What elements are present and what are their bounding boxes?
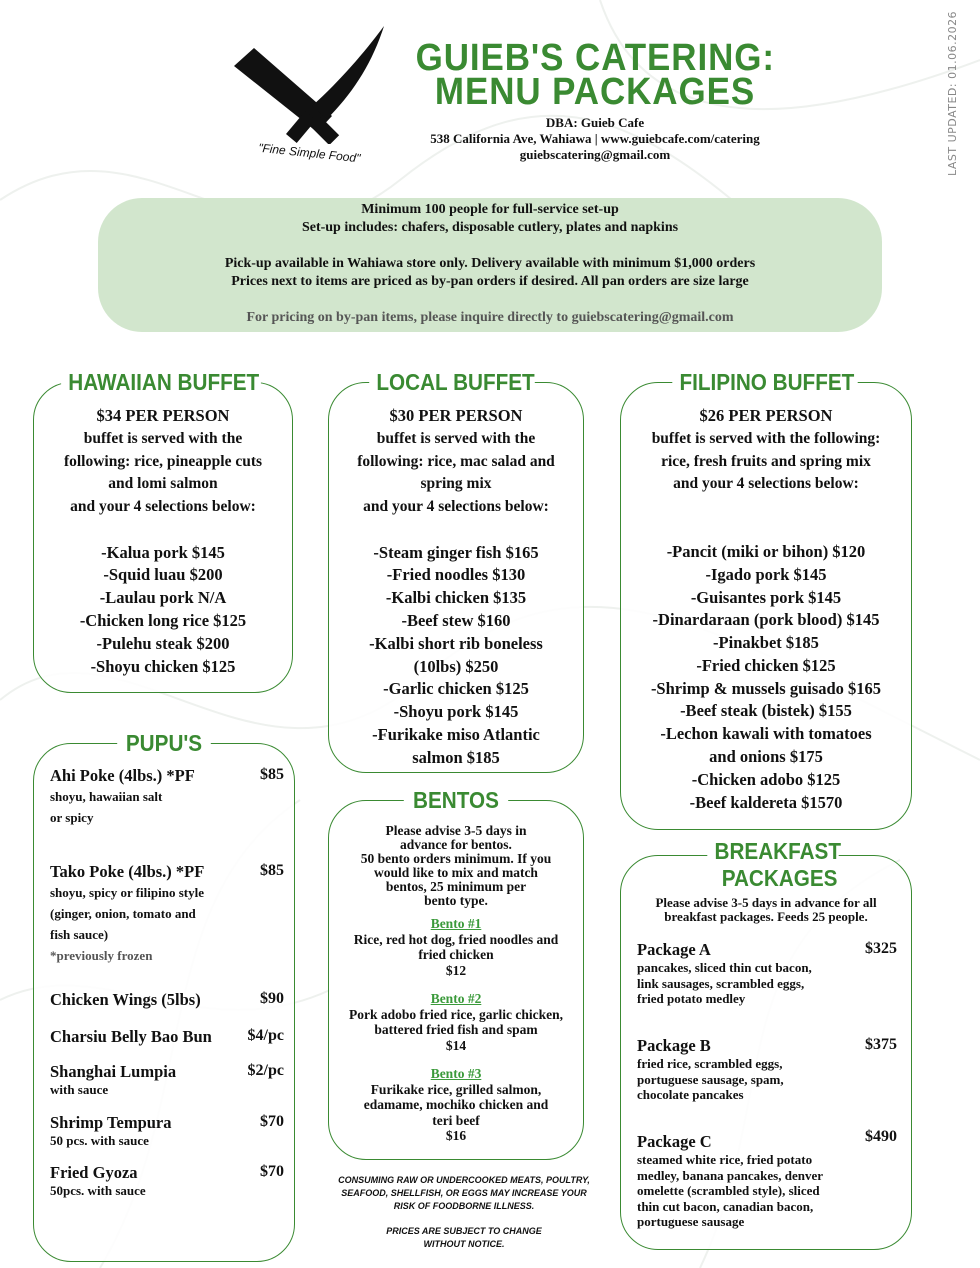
intro-line: buffet is served with the: [376, 429, 536, 447]
menu-item: -Kalua pork $145: [101, 542, 225, 562]
menu-item: (10lbs) $250: [413, 656, 499, 676]
pupu-item: [50, 862, 284, 966]
package-desc: pancakes, sliced thin cut bacon,: [637, 960, 812, 975]
intro-line: breakfast packages. Feeds 25 people.: [664, 909, 868, 924]
menu-item: -Kalbi chicken $135: [385, 588, 527, 608]
bentos-title: BENTOS: [404, 788, 508, 812]
item-name: Shrimp Tempura: [50, 1113, 172, 1132]
menu-item: salmon $185: [412, 747, 500, 767]
breakfast-package: [637, 940, 897, 1007]
bento-price: $14: [445, 1037, 467, 1053]
menu-item: -Beef steak (bistek) $155: [680, 701, 852, 721]
breakfast-intro: [621, 896, 911, 924]
package-name: Package A: [637, 940, 711, 959]
package-name: Package C: [637, 1132, 712, 1151]
banner-line: Pick-up available in Wahiawa store only. Delivery available with minimum $1,000 orders: [224, 256, 756, 271]
menu-item: -Shoyu chicken $125: [90, 656, 236, 676]
item-name: Tako Poke (4lbs.) *PF: [50, 862, 205, 881]
local-buffet-title: LOCAL BUFFET: [369, 370, 535, 394]
menu-item: -Furikake miso Atlantic: [372, 724, 540, 744]
pupu-item: [50, 990, 284, 1010]
menu-item: -Garlic chicken $125: [383, 679, 529, 699]
item-name: Chicken Wings (5lbs): [50, 990, 201, 1009]
menu-item: -Kalbi short rib boneless: [369, 633, 543, 653]
breakfast-package: [637, 1128, 897, 1230]
package-desc: fried rice, scrambled eggs,: [637, 1056, 783, 1071]
dba-text: DBA: Guieb Cafe: [545, 115, 645, 130]
package-price: $375: [865, 1036, 897, 1053]
intro-line: following: rice, pineapple cuts: [63, 452, 263, 470]
item-desc: 50pcs. with sauce: [50, 1183, 146, 1198]
banner-line: Set-up includes: chafers, disposable cutlery, plates and napkins: [301, 220, 679, 235]
item-desc: with sauce: [50, 1082, 109, 1097]
menu-item: -Steam ginger fish $165: [373, 542, 539, 562]
breakfast-title-line2: PACKAGES: [721, 865, 838, 891]
price-per-person: $26 PER PERSON: [699, 406, 833, 425]
disclaimer-line: SEAFOOD, SHELLFISH, OR EGGS MAY INCREASE YOUR: [341, 1188, 587, 1198]
intro-line: advance for bentos.: [400, 837, 512, 852]
package-desc: fried potato medley: [637, 991, 746, 1006]
package-desc: chocolate pancakes: [637, 1087, 744, 1102]
menu-item: -Guisantes pork $145: [690, 587, 842, 607]
item-name: Charsiu Belly Bao Bun: [50, 1027, 212, 1046]
filipino-buffet-title: FILIPINO BUFFET: [672, 370, 857, 394]
price-change-notice: PRICES ARE SUBJECT TO CHANGE: [386, 1226, 542, 1236]
intro-line: and lomi salmon: [108, 475, 218, 493]
menu-item: -Shrimp & mussels guisado $165: [650, 678, 882, 698]
info-banner: [98, 198, 882, 332]
menu-item: and onions $175: [709, 747, 823, 767]
bento-desc: battered fried fish and spam: [374, 1022, 538, 1037]
pupus-box: [33, 743, 295, 1262]
package-price: $325: [865, 940, 897, 957]
item-desc: or spicy: [50, 810, 94, 825]
package-desc: omelette (scrambled style), sliced: [637, 1183, 820, 1198]
intro-line: buffet is served with the following:: [651, 429, 881, 447]
crossed-knives-logo: [232, 24, 392, 144]
menu-item: -Shoyu pork $145: [393, 702, 519, 722]
menu-item: -Beef stew $160: [401, 611, 511, 630]
price-per-person: $30 PER PERSON: [389, 406, 523, 425]
menu-item: -Pancit (miki or bihon) $120: [666, 541, 866, 561]
filipino-buffet-content: [622, 405, 910, 814]
package-desc: link sausages, scrambled eggs,: [637, 975, 805, 991]
package-desc: steamed white rice, fried potato: [637, 1152, 813, 1167]
pupu-item: [50, 766, 284, 828]
item-note: *previously frozen: [50, 948, 153, 963]
page-title-line2: MENU PACKAGES: [434, 71, 756, 113]
intro-line: and your 4 selections below:: [363, 497, 549, 515]
local-buffet-content: [330, 405, 582, 770]
pupu-item: [50, 1163, 284, 1199]
item-desc: 50 pcs. with sauce: [50, 1133, 149, 1148]
bentos-content: [330, 824, 582, 1144]
menu-item: -Lechon kawali with tomatoes: [660, 724, 872, 744]
intro-line: Please advise 3-5 days in advance for all: [655, 895, 877, 910]
item-desc: fish sauce): [50, 927, 109, 942]
package-price: $490: [865, 1128, 897, 1145]
intro-line: Please advise 3-5 days in: [385, 823, 527, 838]
bento-price: $12: [445, 962, 467, 978]
item-desc: (ginger, onion, tomato and: [50, 906, 196, 921]
banner-line: For pricing on by-pan items, please inquire directly to guiebscatering@gmail.com: [246, 310, 734, 325]
bento-desc: teri beef: [432, 1112, 480, 1128]
item-desc: shoyu, spicy or filipino style: [50, 885, 204, 900]
menu-item: -Squid luau $200: [103, 565, 223, 585]
intro-line: and your 4 selections below:: [70, 497, 256, 515]
pupu-item: [50, 1062, 284, 1098]
menu-item: -Pinakbet $185: [713, 633, 819, 653]
banner-line: Minimum 100 people for full-service set-up: [361, 202, 619, 217]
banner-line: Prices next to items are priced as by-pan orders if desired. All pan orders are size large: [231, 274, 749, 289]
page-title-line1: GUIEB'S CATERING:: [415, 37, 775, 79]
item-desc: shoyu, hawaiian salt: [50, 789, 163, 804]
menu-item: -Fried chicken $125: [696, 655, 836, 675]
hawaiian-buffet-content: [36, 405, 290, 678]
bento-desc: edamame, mochiko chicken and: [363, 1097, 549, 1112]
package-desc: portuguese sausage: [637, 1214, 745, 1229]
bento-name: Bento #2: [430, 991, 482, 1006]
intro-line: rice, fresh fruits and spring mix: [661, 452, 871, 470]
package-desc: portuguese sausage, spam,: [637, 1071, 784, 1087]
menu-item: -Chicken adobo $125: [691, 769, 841, 789]
menu-item: -Dinardaraan (pork blood) $145: [652, 610, 880, 630]
bento-name: Bento #3: [430, 1066, 482, 1081]
pupu-item: [50, 1113, 284, 1149]
package-desc: medley, banana pancakes, denver: [637, 1167, 823, 1183]
item-price: $2/pc: [247, 1062, 284, 1079]
item-name: Shanghai Lumpia: [50, 1062, 177, 1081]
item-name: Fried Gyoza: [50, 1163, 138, 1182]
menu-item: -Igado pork $145: [705, 564, 827, 584]
last-updated: LAST UPDATED: 01.06.2026: [946, 10, 959, 176]
breakfast-box: [620, 855, 912, 1250]
intro-line: would like to mix and match: [374, 865, 538, 880]
hawaiian-buffet-title: HAWAIIAN BUFFET: [61, 370, 261, 394]
package-desc: thin cut bacon, canadian bacon,: [637, 1198, 814, 1214]
breakfast-title-line1: BREAKFAST: [707, 839, 838, 863]
menu-item: -Beef kaldereta $1570: [689, 792, 843, 812]
bento-name: Bento #1: [430, 916, 482, 931]
intro-line: bento type.: [424, 893, 488, 908]
disclaimer-line: CONSUMING RAW OR UNDERCOOKED MEATS, POULTRY,: [338, 1175, 590, 1185]
price-change-notice: WITHOUT NOTICE.: [423, 1239, 505, 1249]
intro-line: following: rice, mac salad and: [357, 452, 555, 470]
intro-line: spring mix: [420, 475, 492, 493]
intro-line: buffet is served with the: [83, 429, 243, 447]
menu-item: -Chicken long rice $125: [79, 611, 247, 630]
price-per-person: $34 PER PERSON: [96, 406, 230, 425]
package-name: Package B: [637, 1036, 711, 1055]
menu-item: -Pulehu steak $200: [96, 633, 230, 653]
intro-line: and your 4 selections below:: [673, 475, 859, 493]
pupus-title: PUPU'S: [117, 731, 211, 755]
breakfast-package: [637, 1036, 897, 1103]
bento-desc: Pork adobo fried rice, garlic chicken,: [348, 1006, 564, 1022]
item-price: $70: [260, 1113, 284, 1130]
item-price: $4/pc: [247, 1027, 284, 1044]
item-price: $85: [260, 862, 284, 879]
intro-line: 50 bento orders minimum. If you: [360, 851, 552, 866]
bento-price: $16: [445, 1128, 467, 1143]
pupu-item: [50, 1027, 284, 1047]
item-price: $70: [260, 1163, 284, 1180]
item-price: $85: [260, 766, 284, 783]
bento-desc: fried chicken: [418, 947, 494, 962]
menu-item: -Laulau pork N/A: [99, 588, 227, 608]
disclaimer-line: RISK OF FOODBORNE ILLNESS.: [393, 1201, 535, 1211]
bento-desc: Rice, red hot dog, fried noodles and: [353, 931, 559, 947]
email-text: guiebscatering@gmail.com: [519, 147, 671, 162]
bento-desc: Furikake rice, grilled salmon,: [370, 1081, 542, 1097]
food-safety-disclaimer: [318, 1174, 610, 1251]
logo-tagline: "Fine Simple Food": [257, 140, 362, 166]
address-text: 538 California Ave, Wahiawa | www.guiebcafe.com/catering: [430, 131, 760, 146]
intro-line: bentos, 25 minimum per: [385, 879, 527, 894]
item-name: Ahi Poke (4lbs.) *PF: [50, 766, 195, 785]
item-price: $90: [260, 990, 284, 1007]
menu-item: -Fried noodles $130: [386, 565, 526, 585]
